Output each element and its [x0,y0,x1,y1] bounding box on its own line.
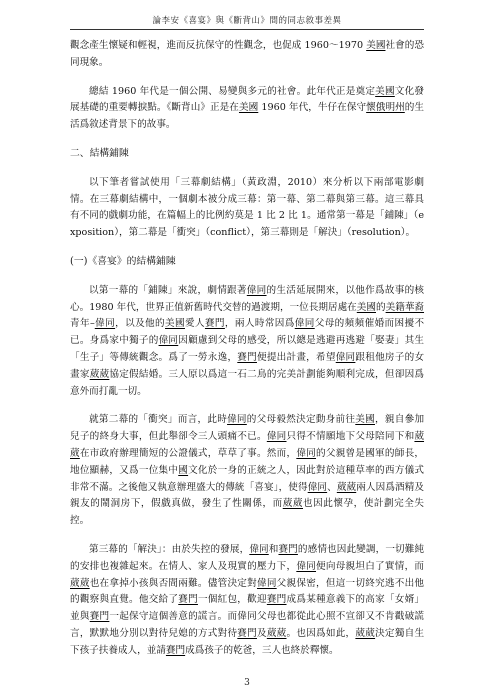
page-number: 3 [244,678,250,688]
header-rule [70,29,424,30]
text-run: 以第一幕的「鋪陳」來說，劇情跟著 [89,284,247,296]
paragraph-2 [70,84,424,134]
text-run: 在市政府辦理簡短的公證儀式，草草了事。然而， [79,447,297,459]
proper-noun: 葳葳 [70,577,90,589]
spacer [70,271,424,283]
text-run: 和 [268,543,279,555]
paragraph-1 [70,38,424,72]
text-run: 的生活延展開來，以他作爲故事的核心。1980 年代，世界正值新舊時代交替的過渡期，一位長期居處在 [70,284,425,313]
text-run: 青年– [70,318,95,330]
paragraph-6 [70,542,424,660]
proper-noun: 偉同 [335,351,356,363]
text-run: 便向母親坦白了實情，而 [316,560,425,572]
proper-noun: 偉同 [227,414,247,426]
proper-noun: 賽門 [237,351,257,363]
text-run: ，親自參加兒子的終身大事，但此舉卻令三人頭痛不已。 [70,414,425,443]
proper-noun: 偉同 [246,284,267,296]
text-run: 也因此懷孕，使計劃完全失控。 [70,498,425,527]
proper-noun: 賽門 [278,543,298,555]
text-run: 一起保守這個善意的謊言。而偉同父母也都從此心照不宣卻又不肯戳破謊言，默默地分別以對待兒媳的方式對待 [70,611,425,639]
spacer [70,400,424,412]
proper-noun: 偉同 [249,543,269,555]
proper-noun: 偉同 [296,560,317,572]
proper-noun: 國 [178,464,189,476]
text-run: 成爲孩子的乾爸，三人也終於釋懷。 [185,644,339,656]
proper-noun: 偉同 [296,447,317,459]
proper-noun: 葳葳 [266,627,287,639]
text-run: 觀念產生懷疑和輕視，進而反抗保守的性觀念，也促成 1960～1970 [70,40,367,51]
text-run: 的 [376,301,386,313]
proper-noun: 美國 [366,40,386,51]
text-run: 成爲某種意義下的高家「女婿」並與 [70,594,425,623]
text-run: 只得不情願地下父母陪同下和 [286,431,415,443]
proper-noun: 美國 [165,318,185,330]
text-run: 、 [327,481,337,493]
text-run: 的父母毅然決定動身前往 [246,414,356,426]
text-run: 也在拿掉小孩與否間兩難。儘管決定對 [89,577,257,589]
spacer [70,530,424,542]
text-run: ，以及他的 [115,318,165,330]
running-header: 論李安《喜宴》與《斷背山》間的同志敘事差異 [152,16,342,26]
proper-noun: 懷俄明州 [366,102,405,114]
text-run: 及 [256,627,267,639]
text-run: 一個紅包，歡迎 [197,594,267,606]
subsection-heading-wedding-banquet: (一)《喜宴》的結構鋪陳 [70,255,176,267]
text-run: 。也因爲如此， [286,627,356,639]
proper-noun: 賽門 [178,594,198,606]
text-run: 的感情也因此變調，一切難純的安排也複雜起來。在情人、家人及現實的壓力下， [70,543,425,572]
proper-noun: 偉同 [158,335,179,347]
text-run: 決定獨自生下孩子扶養成人，並請 [70,627,425,656]
text-run: ，兩人時常因爲 [224,318,295,330]
proper-noun: 葳葳 [282,498,303,510]
proper-noun: 賽門 [89,611,110,623]
proper-noun: 偉同 [94,318,116,330]
text-run: 的生活爲敘述背景下的故事。 [70,102,425,131]
text-run: 總結 1960 年代是一個公開、易變與多元的社會。此年代正是奠定 [89,85,376,97]
text-run: 協定假結婚。三人原以爲這一石二鳥的完美計劃能夠順利完成，但卻因爲意外而打亂一切。 [70,368,425,397]
page-body [70,38,424,660]
text-run: 父母的頻頻催婚而困擾不已。身爲家中獨子的 [70,318,425,347]
paragraph-3: 以下筆者嘗試使用「三幕劇結構」（黃政淵，2010）來分析以下兩部電影劇情。在三幕劇結構中，一個劇本被分成三幕：第一幕、第二幕與第三幕。這三幕具有不同的戲劇功能，在篇幅上的比例約莫是 1 比 2 比 1。通常第一幕是「鋪陳」（exposition），第二幕是「衝突」（conflict），第三幕則是「解決」（resolution）。 [70,176,424,239]
proper-noun: 美籍華裔 [385,301,425,313]
spacer [70,134,424,146]
proper-noun: 賽門 [204,318,225,330]
section-heading-structure: 二、結構鋪陳 [70,147,129,159]
text-run: 第三幕的「解決」：由於失控的發展， [89,543,250,555]
proper-noun: 偉同 [294,318,315,330]
proper-noun: 偉同 [266,431,287,443]
text-run: 的父親曾是國軍的師長，地位顯赫，又爲一位集中 [70,447,425,476]
text-run: 愛人 [184,318,205,330]
text-run: 1960 年代，牛仔在保守 [258,102,367,114]
spacer [70,72,424,84]
text-run: 文化於一身的正統之人，因此對於這種草率的西方儀式非常不滿。之後他又執意辦理盛大的傳統「喜宴」，使得 [70,464,425,493]
proper-noun: 賽門 [237,627,257,639]
spacer [70,163,424,175]
proper-noun: 賽門 [165,644,186,656]
text-run: 社會的恐同現象。 [70,40,425,68]
proper-noun: 美國 [355,414,375,426]
paragraph-5 [70,412,424,530]
proper-noun: 葳葳 [336,481,357,493]
proper-noun: 偉同 [307,481,328,493]
proper-noun: 美國 [238,102,259,114]
spacer [70,242,424,254]
text-run: 跟租他房子的女畫家 [70,351,425,380]
proper-noun: 美國 [356,301,376,313]
proper-noun: 美國 [375,85,395,97]
text-run: 因顧慮到父母的感受，所以總是逃避再逃避「娶妻」其生「生子」等傳統觀念。爲了一勞永逸， [70,335,425,363]
text-run: 父親保密，但這一切終究逃不出他的觀察與直覺。他交給了 [70,577,425,606]
proper-noun: 葳葳 [355,627,376,639]
proper-noun: 葳葳 [89,368,110,380]
text-run: 就第二幕的「衝突」而言，此時 [89,414,228,426]
proper-noun: 賽門 [266,594,287,606]
text-run: 兩人因爲酒精及親友的鬧洞房下，假戲真做，發生了性關係，而 [70,481,425,510]
paragraph-4 [70,283,424,401]
text-run: 便提出計畫，希望 [256,351,336,363]
text-run: 文化發展基礎的重要轉捩點。《斷背山》正是在 [70,85,425,114]
proper-noun: 偉同 [256,577,277,589]
proper-noun: 葳葳 [70,431,425,459]
